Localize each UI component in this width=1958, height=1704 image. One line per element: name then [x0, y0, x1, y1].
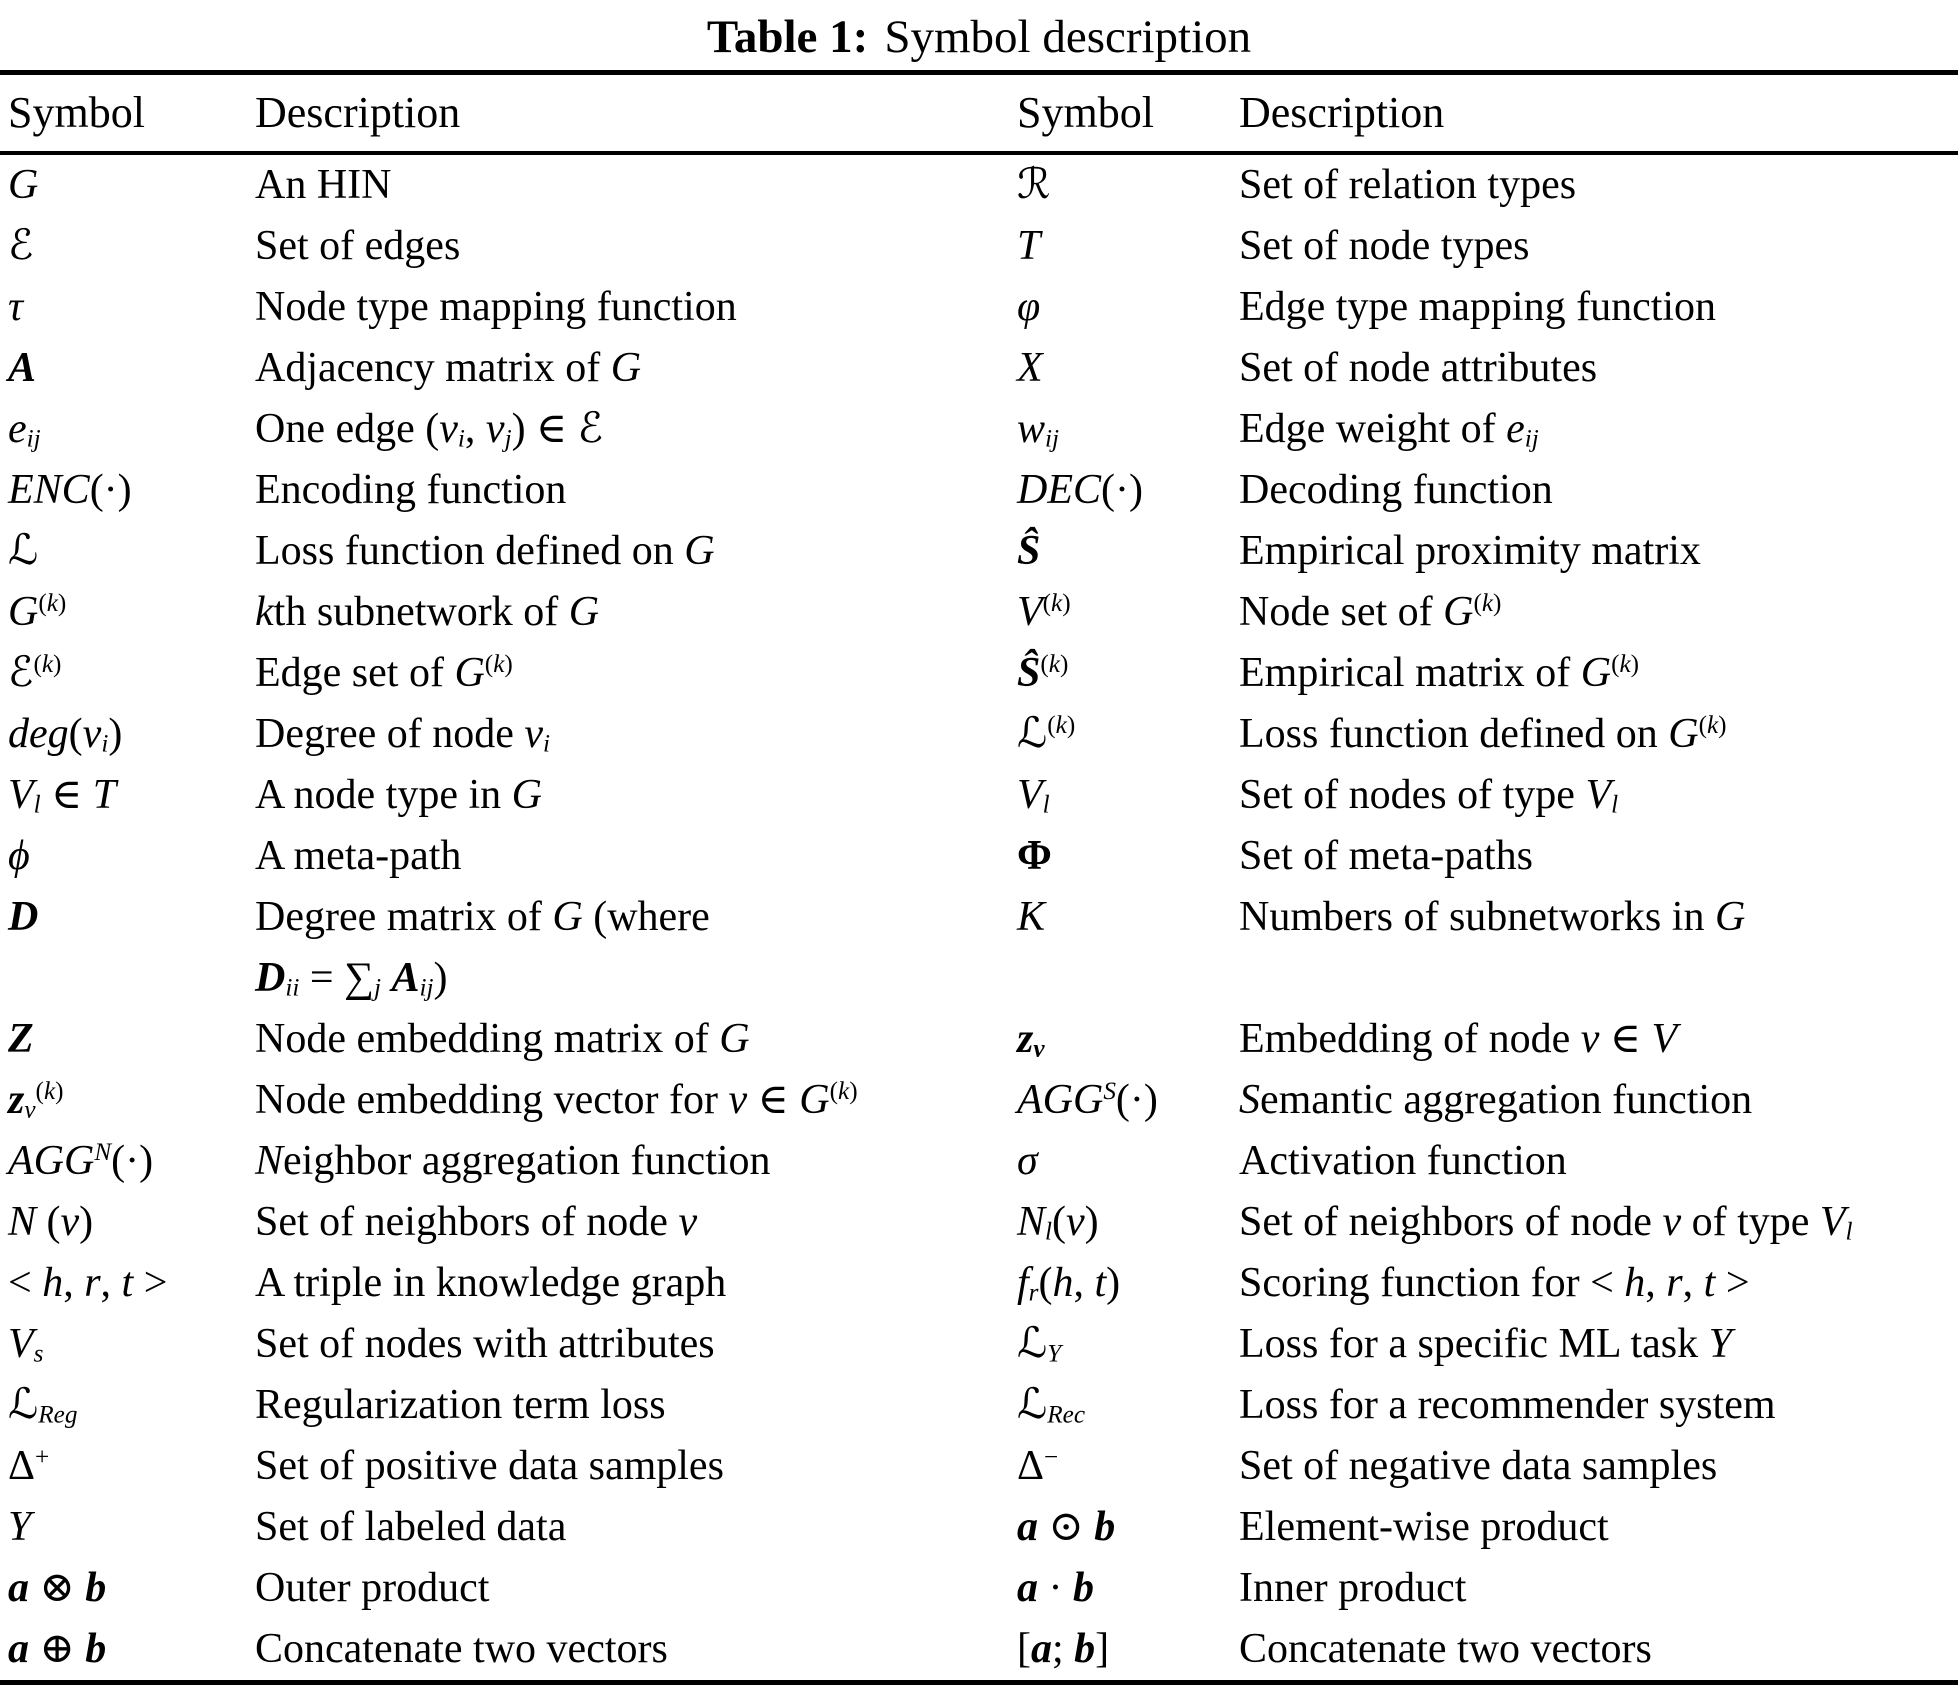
symbol-cell-right: Ŝ [1017, 528, 1041, 574]
description-cell-left: Outer product [255, 1565, 490, 1611]
symbol-cell-left: $V_s$ [8, 1321, 44, 1368]
table-row [0, 1558, 1958, 1619]
description-cell-left: A triple in knowledge graph [255, 1260, 727, 1306]
table-body [0, 153, 1958, 1683]
description-cell-left: Degree of node $v_i$ [255, 711, 551, 758]
symbol-cell-right: $V_l$ [1017, 772, 1050, 819]
description-cell-left: Set of nodes with attributes [255, 1321, 715, 1367]
description-cell-right: Set of neighbors of node v of type $V_l$ [1239, 1199, 1853, 1246]
table-row [0, 1375, 1958, 1436]
table-row [0, 153, 1958, 216]
description-cell-right: Inner product [1239, 1565, 1467, 1611]
description-cell-left: Edge set of $G^{(k)}$ [255, 650, 513, 696]
description-cell-left: An HIN [255, 162, 392, 208]
description-cell-left: Node embedding vector for v ∈ $G^{(k)}$ [255, 1077, 858, 1123]
description-cell-left: Node embedding matrix of G [255, 1016, 750, 1062]
table-row [0, 399, 1958, 460]
symbol-cell-right: $AGG^S(\cdot)$ [1017, 1077, 1158, 1123]
col-header-description-right: Description [1231, 73, 1958, 154]
description-cell-left: Set of neighbors of node v [255, 1199, 698, 1245]
table-row [0, 277, 1958, 338]
symbol-cell-right: σ [1017, 1138, 1038, 1184]
symbol-cell-left: ENC(·) [8, 467, 132, 513]
symbol-cell-right: DEC(·) [1017, 467, 1143, 513]
description-cell-right: Edge weight of $e_{ij}$ [1239, 406, 1539, 453]
symbol-cell-right: $w_{ij}$ [1017, 406, 1060, 453]
description-cell-right: Node set of $G^{(k)}$ [1239, 589, 1502, 635]
table-row [0, 460, 1958, 521]
symbol-cell-right: φ [1017, 284, 1041, 330]
symbol-cell-left: Y [8, 1504, 32, 1550]
description-cell-right: Loss function defined on $G^{(k)}$ [1239, 711, 1727, 757]
symbol-cell-right: ℒ$_Y$ [1017, 1321, 1062, 1368]
description-cell-left: Loss function defined on G [255, 528, 715, 574]
table-row [0, 521, 1958, 582]
description-cell-right: Semantic aggregation function [1239, 1077, 1753, 1123]
symbol-cell-right: $N_l(v)$ [1017, 1199, 1099, 1246]
table-row [0, 1009, 1958, 1070]
description-cell-right: Set of negative data samples [1239, 1443, 1718, 1489]
table-row [0, 1314, 1958, 1375]
table-row [0, 1192, 1958, 1253]
description-cell-left: One edge ($v_i$, $v_j$) ∈ ℰ [255, 406, 604, 453]
description-cell-left: Set of edges [255, 223, 461, 269]
description-cell-right: Scoring function for < h, r, t > [1239, 1260, 1750, 1306]
symbol-cell-left: A [8, 345, 37, 391]
table-row [0, 765, 1958, 826]
description-cell-left: Concatenate two vectors [255, 1626, 668, 1672]
table-row [0, 643, 1958, 704]
symbol-cell-left: a ⊗ b [8, 1565, 107, 1611]
description-cell-right: Set of meta-paths [1239, 833, 1533, 879]
description-cell-right: Activation function [1239, 1138, 1567, 1184]
description-cell-right: Edge type mapping function [1239, 284, 1717, 330]
description-cell-left: A node type in G [255, 772, 542, 818]
symbol-cell-right: ℒ$_{Rec}$ [1017, 1382, 1085, 1429]
description-cell-right: Empirical proximity matrix [1239, 528, 1701, 574]
table-row [0, 887, 1958, 1009]
symbol-cell-right: K [1017, 894, 1046, 940]
table-row [0, 1436, 1958, 1497]
description-cell-left: Adjacency matrix of G [255, 345, 642, 391]
description-cell-right: Loss for a recommender system [1239, 1382, 1776, 1428]
symbol-cell-right: $Ŝ^{(k)}$ [1017, 650, 1069, 696]
description-cell-left: Degree matrix of G (where $D_{ii} = \sum_j$ $A_{ij}$) [255, 894, 710, 1002]
description-cell-left: kth subnetwork of G [255, 589, 600, 635]
description-cell-right: Numbers of subnetworks in G [1239, 894, 1746, 940]
symbol-cell-left: ℰ [8, 223, 34, 269]
symbol-cell-left: $z_v^{(k)}$ [8, 1077, 64, 1124]
symbol-cell-left: $G^{(k)}$ [8, 589, 67, 635]
table-row [0, 338, 1958, 399]
symbol-cell-right: $V^{(k)}$ [1017, 589, 1071, 635]
description-cell-right: Set of relation types [1239, 162, 1577, 208]
symbol-cell-right: T [1017, 223, 1041, 269]
symbol-cell-left: < h, r, t > [8, 1260, 168, 1306]
symbol-cell-left: $e_{ij}$ [8, 406, 41, 453]
symbol-cell-left: τ [8, 284, 24, 330]
table-caption-label: Table 1: [706, 11, 869, 63]
symbol-cell-left: $V_l$ ∈ T [8, 772, 117, 819]
col-header-symbol-left: Symbol [0, 73, 247, 154]
symbol-cell-right: $z_v$ [1017, 1016, 1045, 1063]
symbol-cell-right: Φ [1017, 833, 1052, 879]
symbol-cell-right: Δ− [1017, 1443, 1059, 1489]
symbol-cell-left: $AGG^N(\cdot)$ [8, 1138, 154, 1184]
symbol-cell-left: G [8, 162, 39, 208]
table-row [0, 582, 1958, 643]
table-row [0, 1619, 1958, 1683]
table-row [0, 826, 1958, 887]
symbol-cell-left: ℒ [8, 528, 39, 574]
symbol-cell-right: ℒ$^{(k)}$ [1017, 711, 1076, 757]
description-cell-right: Set of node types [1239, 223, 1530, 269]
description-cell-right: Set of nodes of type $V_l$ [1239, 772, 1619, 819]
table-caption [0, 0, 1958, 70]
description-cell-left: Node type mapping function [255, 284, 737, 330]
description-cell-left: Neighbor aggregation function [255, 1138, 771, 1184]
description-cell-right: Decoding function [1239, 467, 1553, 513]
symbol-cell-left: Δ+ [8, 1443, 50, 1489]
description-cell-right: Concatenate two vectors [1239, 1626, 1652, 1672]
symbol-cell-left: ϕ [8, 833, 30, 879]
symbol-cell-right: a · b [1017, 1565, 1094, 1611]
description-cell-right: Loss for a specific ML task Y [1239, 1321, 1733, 1367]
description-cell-right: Element-wise product [1239, 1504, 1609, 1550]
symbol-cell-left: ℒ$_{Reg}$ [8, 1382, 78, 1429]
description-cell-right: Empirical matrix of $G^{(k)}$ [1239, 650, 1640, 696]
symbol-cell-left: $deg(v_i)$ [8, 711, 123, 758]
symbol-cell-right: [a; b] [1017, 1626, 1110, 1672]
description-cell-left: A meta-path [255, 833, 462, 879]
symbol-description-table [0, 70, 1958, 1685]
symbol-cell-right: $f_r(h$, t) [1017, 1260, 1121, 1307]
table-row [0, 704, 1958, 765]
table-row [0, 1497, 1958, 1558]
table-header-row [0, 73, 1958, 154]
symbol-cell-right: ℛ [1017, 162, 1051, 208]
table-row [0, 1131, 1958, 1192]
symbol-cell-left: a ⊕ b [8, 1626, 107, 1672]
description-cell-left: Regularization term loss [255, 1382, 666, 1428]
description-cell-right: Embedding of node v ∈ V [1239, 1016, 1678, 1062]
symbol-cell-left: D [8, 894, 39, 940]
description-cell-right: Set of node attributes [1239, 345, 1598, 391]
col-header-symbol-right: Symbol [1009, 73, 1231, 154]
table-row [0, 1070, 1958, 1131]
symbol-cell-right: a ⊙ b [1017, 1504, 1116, 1550]
description-cell-left: Encoding function [255, 467, 567, 513]
table-row [0, 216, 1958, 277]
table-row [0, 1253, 1958, 1314]
col-header-description-left: Description [247, 73, 1009, 154]
description-cell-left: Set of labeled data [255, 1504, 567, 1550]
table-caption-text: Symbol description [884, 11, 1252, 63]
symbol-cell-left: ℰ$^{(k)}$ [8, 650, 62, 696]
symbol-cell-right: X [1017, 345, 1043, 391]
description-cell-left: Set of positive data samples [255, 1443, 724, 1489]
symbol-cell-left: Z [8, 1016, 34, 1062]
symbol-cell-left: N (v) [8, 1199, 94, 1245]
